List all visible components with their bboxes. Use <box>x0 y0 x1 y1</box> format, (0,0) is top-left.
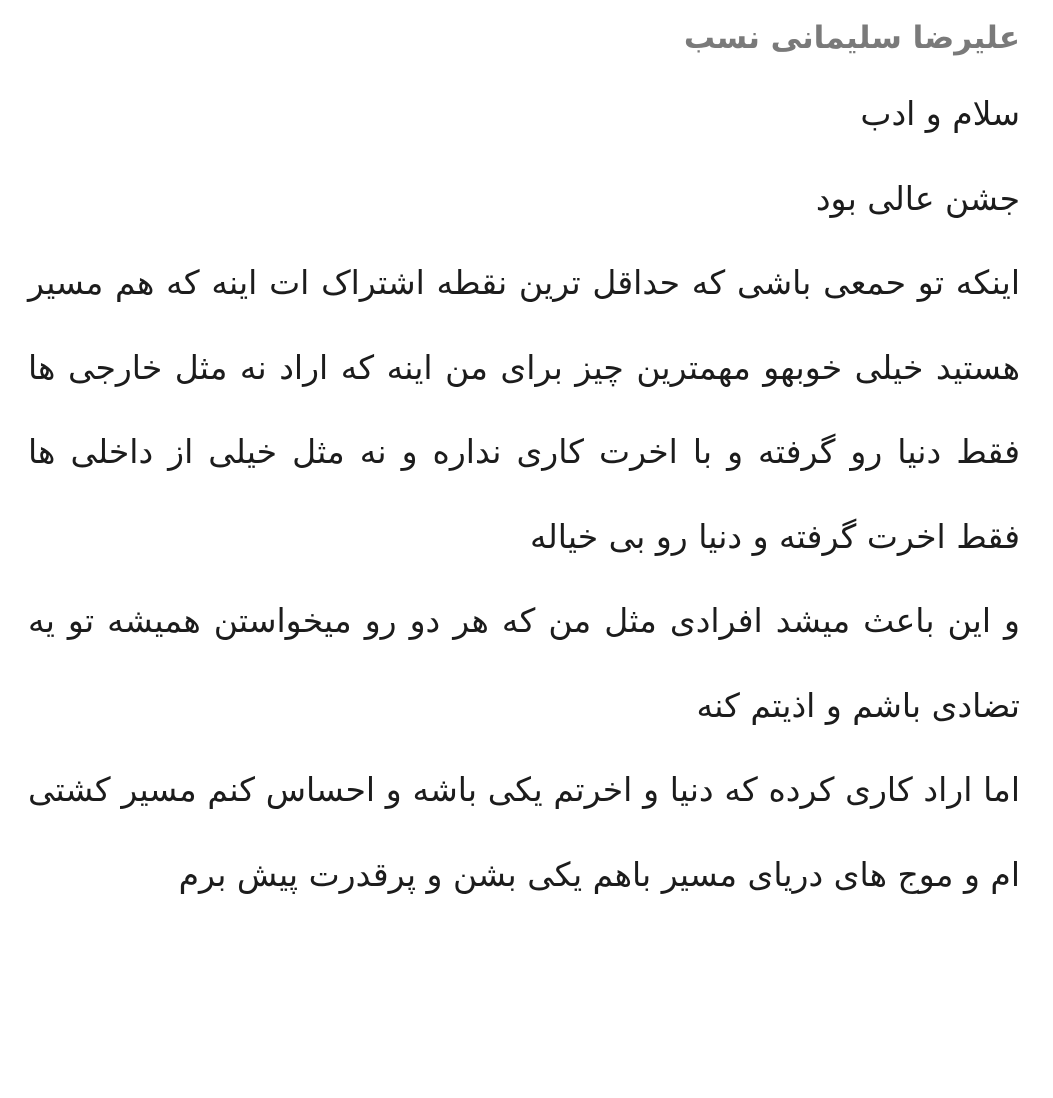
comment-author-name[interactable]: علیرضا سلیمانی نسب <box>683 20 1020 56</box>
comment-paragraph-community: اینکه تو حمعی باشی که حداقل ترین نقطه اشتراک ات اینه که هم مسیر هستید خیلی خوبهو مهمترین چیز برای من اینه که اراد نه مثل خارجی ها فقط دنیا رو گرفته و با اخرت کاری نداره و نه مثل خیلی از داخلی ها فقط اخرت گرفته و دنیا رو بی خیاله <box>28 263 1020 556</box>
comment-paragraph-greeting: سلام و ادب <box>860 94 1020 133</box>
comment-card <box>28 0 1020 917</box>
comment-paragraph-conclusion: اما اراد کاری کرده که دنیا و اخرتم یکی باشه و احساس کنم مسیر کشتی ام و موج های دریای مسیر باهم یکی بشن و پرقدرت پیش برم <box>28 770 1020 894</box>
comment-paragraph-celebration: جشن عالی بود <box>815 178 1020 218</box>
comment-paragraph-conflict: و این باعث میشد افرادی مثل من که هر دو رو میخواستن همیشه تو یه تضادی باشم و اذیتم کنه <box>28 601 1020 725</box>
